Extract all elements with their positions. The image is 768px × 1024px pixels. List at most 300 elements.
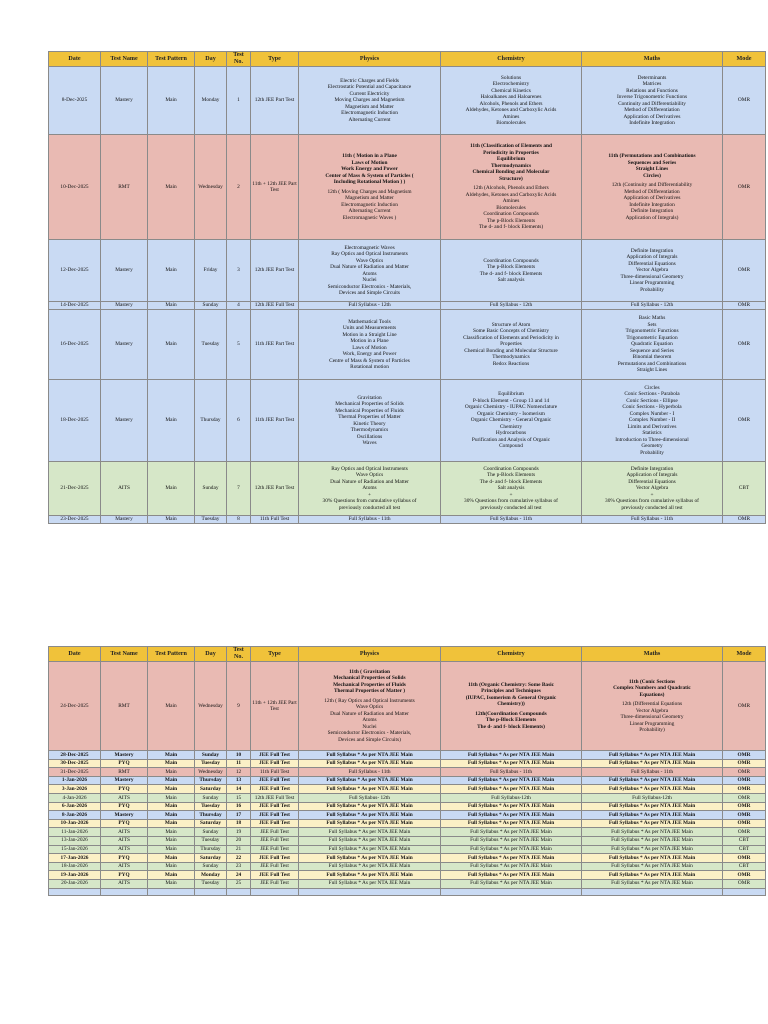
date-cell: 18-Jan-2026 [49,862,101,871]
syllabus-line: Biomolecules [496,120,526,126]
mode-cell: CBT [723,862,766,871]
test-pattern-cell: Main [148,879,195,888]
syllabus-line: Definite Integration [630,247,674,254]
table-row [49,836,766,845]
type-cell: JEE Full Test [251,871,299,880]
syllabus-line: Determinants [637,74,667,81]
test-name-cell: Mastery [101,310,148,380]
test-name-cell: AITS [101,836,148,845]
test-no-cell: 3 [227,240,251,302]
empty-cell [582,888,723,895]
header-day: Day [195,647,227,662]
day-cell: Monday [195,67,227,135]
table-row [49,828,766,837]
syllabus-line: Three-dimensional Geometry [620,714,684,720]
syllabus-line: Redox Reactions [492,360,530,367]
test-no-cell: 4 [227,302,251,310]
syllabus-line: Ray Optics and Optical Instruments [331,251,408,257]
chemistry-syllabus: Full Syllabus * As per NTA JEE Main [441,759,582,768]
physics-syllabus [299,310,441,380]
day-cell: Wednesday [195,662,227,751]
test-no-cell: 16 [227,802,251,811]
maths-syllabus: Full Syllabus * As per NTA JEE Main [582,845,723,854]
syllabus-line: Continuity and Differentiability [618,100,686,107]
syllabus-line: 11th (Conic Sections [628,678,676,685]
maths-syllabus: Full Syllabus * As per NTA JEE Main [582,879,723,888]
physics-syllabus [299,380,441,462]
syllabus-line: Devices and Simple Circuits [339,290,400,296]
date-cell: 19-Jan-2026 [49,871,101,880]
syllabus-line: Motion in a Straight Line [342,331,397,338]
syllabus-line: Dual Nature of Radiation and Matter [330,710,409,717]
physics-syllabus: Full Syllabus * As per NTA JEE Main [299,759,441,768]
syllabus-line: Wave Optics [355,257,384,264]
syllabus-line: Probability) [639,727,665,733]
chemistry-syllabus: Full Syllabus * As per NTA JEE Main [441,828,582,837]
syllabus-line: Amines [502,198,520,205]
day-cell: Monday [195,871,227,880]
syllabus-line: 30% Questions from cumulative syllabus of [464,498,558,505]
syllabus-line: 11th (Classification of Elements and [470,143,552,150]
date-cell: 24-Dec-2025 [49,662,101,751]
physics-syllabus: Full Syllabus - 11th [299,768,441,777]
physics-syllabus: Full Syllabus * As per NTA JEE Main [299,836,441,845]
syllabus-line: Circles) [643,172,661,179]
test-no-cell: 12 [227,768,251,777]
syllabus-line: Full Syllabus - 12th [489,302,533,309]
test-pattern-cell: Main [148,793,195,802]
mode-cell: OMR [723,302,766,310]
test-pattern-cell: Main [148,462,195,516]
type-cell: JEE Full Test [251,879,299,888]
date-cell: 8-Jan-2026 [49,811,101,820]
header-mode: Mode [723,647,766,662]
test-pattern-cell: Main [148,380,195,462]
type-cell: JEE Full Test [251,759,299,768]
syllabus-line: Vector Algebra [635,707,669,714]
syllabus-line: Probability [640,449,664,456]
chemistry-syllabus [441,302,582,310]
syllabus-line: Laws of Motion [352,344,387,351]
chemistry-syllabus [441,516,582,524]
test-name-cell: Mastery [101,516,148,524]
empty-row [49,888,766,895]
test-no-cell: 21 [227,845,251,854]
day-cell: Saturday [195,785,227,794]
syllabus-line: Thermodynamics [350,427,389,433]
chemistry-syllabus [441,380,582,462]
maths-syllabus: Full Syllabus * As per NTA JEE Main [582,776,723,785]
syllabus-line: Atoms [362,717,377,724]
day-cell: Wednesday [195,135,227,240]
syllabus-line: Complex Number - II [628,417,676,424]
syllabus-line: Probability [640,286,664,293]
physics-syllabus: Full Syllabus * As per NTA JEE Main [299,845,441,854]
syllabus-line: Ray Optics and Optical Instruments [331,465,408,472]
test-name-cell: PYQ [101,759,148,768]
physics-syllabus [299,240,441,302]
test-no-cell: 14 [227,785,251,794]
syllabus-line: Equations) [639,691,665,698]
syllabus-line: Application of Integrals [626,254,678,261]
day-cell: Tuesday [195,836,227,845]
mode-cell: OMR [723,785,766,794]
syllabus-line: P-block Element - Group 13 and 14 [472,397,550,404]
physics-syllabus: Full Syllabus * As per NTA JEE Main [299,819,441,828]
syllabus-line: Full Syllabus - 12th [348,302,391,309]
syllabus-line: Dual Nature of Radiation and Matter [330,478,409,485]
syllabus-line: Trigonometric Functions [625,328,679,335]
syllabus-line: Magnetism and Matter [345,103,394,110]
test-no-cell: 19 [227,828,251,837]
table-row [49,380,766,462]
syllabus-line: Linear Programming [629,720,675,727]
test-pattern-cell: Main [148,67,195,135]
type-cell: 11th Full Test [251,516,299,524]
date-cell: 13-Jan-2026 [49,836,101,845]
empty-cell [299,888,441,895]
table-row [49,871,766,880]
physics-syllabus: Full Syllabus * As per NTA JEE Main [299,862,441,871]
syllabus-line: Devices and Simple Circuits) [338,736,401,743]
table-header-row [49,52,766,67]
table-row [49,310,766,380]
physics-syllabus: Full Syllabus * As per NTA JEE Main [299,828,441,837]
syllabus-line: Moving Charges and Magnetism [334,97,405,104]
empty-cell [101,888,148,895]
type-cell: 11th + 12th JEE Part Test [251,662,299,751]
syllabus-line: Relations and Functions [626,87,678,94]
day-cell: Tuesday [195,516,227,524]
syllabus-line: Full Syllabus - 12th [630,302,674,309]
syllabus-line: (IUPAC, Isomerism & General Organic [465,694,557,701]
header-maths: Maths [582,52,723,67]
mode-cell: OMR [723,768,766,777]
syllabus-line: The p-Block Elements [486,217,536,224]
header-maths: Maths [582,647,723,662]
chemistry-syllabus: Full Syllabus * As per NTA JEE Main [441,819,582,828]
mode-cell: OMR [723,828,766,837]
type-cell: JEE Full Test [251,862,299,871]
syllabus-line: Organic Chemistry - IUPAC Nomenclature [464,404,558,411]
syllabus-line: 12th (Continuity and Differentiability [611,182,693,188]
syllabus-line: Nuclei [362,277,377,283]
chemistry-syllabus [441,310,582,380]
table-row [49,462,766,516]
test-pattern-cell: Main [148,854,195,863]
syllabus-line: Geometry [641,443,663,450]
syllabus-line: Mechanical Properties of Fluids [335,407,404,414]
type-cell: 11th JEE Part Test [251,310,299,380]
test-no-cell: 2 [227,135,251,240]
test-name-cell: Mastery [101,240,148,302]
syllabus-line: Mechanical Properties of Fluids [333,681,406,688]
empty-cell [723,888,766,895]
test-no-cell: 11 [227,759,251,768]
table-row [49,751,766,760]
syllabus-line: Sets [647,321,657,328]
syllabus-line: Classification of Elements and Periodicity in [463,334,559,341]
chemistry-syllabus [441,662,582,751]
date-cell: 17-Jan-2026 [49,854,101,863]
syllabus-line: previously conducted all test [480,504,542,511]
syllabus-line: Application of Integrals [626,472,678,479]
syllabus-line: Conic Sections - Hyperbola [622,404,682,411]
date-cell: 10-Dec-2025 [49,135,101,240]
table-row [49,516,766,524]
syllabus-line: Vector Algebra [635,485,669,492]
syllabus-line: 11th ( Gravitation [349,668,390,675]
syllabus-line: Full Syllabus - 11th [630,516,674,523]
chemistry-syllabus: Full Syllabus - 11th [441,768,582,777]
mode-cell: OMR [723,802,766,811]
test-name-cell: AITS [101,828,148,837]
chemistry-syllabus [441,240,582,302]
test-name-cell: Mastery [101,811,148,820]
test-no-cell: 15 [227,793,251,802]
syllabus-line: Including Rotational Motion ) ) [333,179,406,185]
mode-cell: OMR [723,793,766,802]
type-cell: JEE Full Test [251,819,299,828]
syllabus-line: Application of Derivatives [623,195,681,201]
syllabus-line: Aldehydes, Ketones and Carboxylic Acids [465,191,557,198]
test-no-cell: 10 [227,751,251,760]
empty-cell [49,888,101,895]
table-row [49,302,766,310]
maths-syllabus [582,462,723,516]
physics-syllabus: Full Syllabus * As per NTA JEE Main [299,854,441,863]
test-pattern-cell: Main [148,516,195,524]
test-pattern-cell: Main [148,828,195,837]
syllabus-line: Basic Maths [638,315,666,322]
maths-syllabus: Full Syllabus * As per NTA JEE Main [582,819,723,828]
syllabus-line: Permutations and Combinations [617,360,687,367]
syllabus-line: Chemical Bonding and Molecular [472,169,550,176]
mode-cell: OMR [723,879,766,888]
mode-cell: OMR [723,240,766,302]
test-pattern-cell: Main [148,785,195,794]
syllabus-line: Straight Lines [636,367,668,374]
day-cell: Tuesday [195,759,227,768]
day-cell: Friday [195,240,227,302]
date-cell: 16-Dec-2025 [49,310,101,380]
header-test-pattern: Test Pattern [148,52,195,67]
syllabus-line: Periodicity in Properties [483,149,539,156]
test-no-cell: 1 [227,67,251,135]
table-row [49,662,766,751]
day-cell: Sunday [195,751,227,760]
physics-syllabus: Full Syllabus- 12th [299,793,441,802]
maths-syllabus [582,310,723,380]
syllabus-line: Thermal Properties of Matter ) [333,688,406,695]
header-test-pattern: Test Pattern [148,647,195,662]
maths-syllabus [582,240,723,302]
type-cell: JEE Full Test [251,845,299,854]
syllabus-line: Rotational motion [350,364,389,370]
test-name-cell: RMT [101,662,148,751]
header-physics: Physics [299,647,441,662]
mode-cell: OMR [723,871,766,880]
date-cell: 21-Dec-2025 [49,462,101,516]
syllabus-line: Properties [500,341,522,348]
syllabus-line: Electromagnetic Waves [344,244,395,251]
day-cell: Sunday [195,462,227,516]
chemistry-syllabus: Full Syllabus-12th [441,793,582,802]
syllabus-line: Sequences and Series [627,159,677,166]
maths-syllabus: Full Syllabus - 11th [582,768,723,777]
syllabus-line: + [509,491,513,498]
test-name-cell: PYQ [101,785,148,794]
syllabus-line: Linear Programming [629,280,675,287]
date-cell: 23-Dec-2025 [49,516,101,524]
test-name-cell: AITS [101,879,148,888]
syllabus-line: Salt analysis [497,485,525,492]
syllabus-line: Magnetism and Matter [345,195,394,201]
test-name-cell: AITS [101,845,148,854]
header-physics: Physics [299,52,441,67]
table-row [49,776,766,785]
mode-cell: OMR [723,516,766,524]
table-row [49,135,766,240]
table-row [49,819,766,828]
day-cell: Tuesday [195,310,227,380]
syllabus-line: Wave Optics [355,704,384,711]
type-cell: JEE Full Test [251,785,299,794]
syllabus-line: Biomolecules [496,204,526,211]
date-cell: 18-Dec-2025 [49,380,101,462]
date-cell: 14-Dec-2025 [49,302,101,310]
mode-cell: OMR [723,854,766,863]
type-cell: JEE Full Test [251,802,299,811]
syllabus-line: Introduction to Three-dimensional [615,436,689,443]
syllabus-line: 11th (Permutations and Combinations [608,153,696,159]
syllabus-line: Kinetic Theory [353,420,386,427]
test-name-cell: AITS [101,793,148,802]
date-cell: 4-Jan-2026 [49,793,101,802]
test-no-cell: 18 [227,819,251,828]
physics-syllabus: Full Syllabus * As per NTA JEE Main [299,871,441,880]
date-cell: 11-Jan-2026 [49,828,101,837]
syllabus-line: Chemistry [499,423,523,430]
syllabus-line: Mechanical Properties of Solids [333,675,406,682]
syllabus-line: Electromagnetic Induction [341,201,398,208]
maths-syllabus [582,380,723,462]
mode-cell: OMR [723,380,766,462]
syllabus-line: Atoms [362,485,377,492]
physics-syllabus: Full Syllabus * As per NTA JEE Main [299,802,441,811]
mode-cell: OMR [723,759,766,768]
type-cell: 12th JEE Part Test [251,462,299,516]
syllabus-line: Chemical Bonding and Molecular Structure [464,347,558,354]
maths-syllabus: Full Syllabus * As per NTA JEE Main [582,802,723,811]
syllabus-line: Statistics [642,430,662,437]
syllabus-line: The d- and f- block Elements) [478,224,544,231]
syllabus-line: Full Syllabus - 11th [348,516,391,523]
physics-syllabus [299,67,441,135]
syllabus-line: Aldehydes, Ketones and Carboxylic Acids [465,107,557,113]
syllabus-line: Work, Energy and Power [342,351,397,357]
test-name-cell: Mastery [101,751,148,760]
syllabus-line: Thermodynamics [492,354,530,361]
table-row [49,759,766,768]
syllabus-line: Semiconductor Electronics - Materials, [327,730,412,737]
syllabus-line: Alternating Current [348,208,391,214]
mode-cell: CBT [723,462,766,516]
schedule-table-december [48,51,766,524]
table-row [49,811,766,820]
mode-cell: CBT [723,836,766,845]
syllabus-line: Quadratic Equation [631,341,673,348]
syllabus-line: 11th ( Motion in a Plane [342,153,397,159]
table-row [49,879,766,888]
syllabus-line: 30% Questions from cumulative syllabus of [605,498,699,505]
type-cell: 12th JEE Full Test [251,793,299,802]
mode-cell: OMR [723,811,766,820]
syllabus-line: Mathematical Tools [348,318,391,325]
syllabus-line: Hydrocarbons [495,430,527,437]
syllabus-line: Definite Integration [630,208,674,214]
syllabus-line: Differential Equations [628,478,676,485]
type-cell: JEE Full Test [251,854,299,863]
syllabus-line: Nuclei [362,723,377,730]
syllabus-line: Haloalkanes and Haloarenes [480,94,542,100]
test-pattern-cell: Main [148,862,195,871]
maths-syllabus: Full Syllabus * As per NTA JEE Main [582,871,723,880]
test-no-cell: 22 [227,854,251,863]
test-pattern-cell: Main [148,871,195,880]
test-pattern-cell: Main [148,240,195,302]
test-pattern-cell: Main [148,836,195,845]
syllabus-line: Trigonometric Equation [626,334,678,341]
table-header-row [49,647,766,662]
syllabus-line: Units and Measurements [342,325,397,331]
maths-syllabus [582,67,723,135]
physics-syllabus [299,462,441,516]
maths-syllabus [582,302,723,310]
physics-syllabus [299,302,441,310]
test-pattern-cell: Main [148,768,195,777]
maths-syllabus: Full Syllabus * As per NTA JEE Main [582,862,723,871]
header-type: Type [251,647,299,662]
syllabus-line: Method of Differentiation [624,188,680,195]
chemistry-syllabus: Full Syllabus * As per NTA JEE Main [441,871,582,880]
syllabus-line: Sequence and Series [630,347,674,354]
syllabus-line: Indefinite Integration [629,201,675,208]
syllabus-line: Three-dimensional Geometry [620,273,684,280]
table-row [49,785,766,794]
syllabus-line: The d- and f- block Elements [479,270,543,277]
day-cell: Thursday [195,776,227,785]
table-row [49,862,766,871]
chemistry-syllabus: Full Syllabus * As per NTA JEE Main [441,776,582,785]
maths-syllabus [582,135,723,240]
syllabus-line: Thermal Properties of Matter [338,414,401,420]
physics-syllabus: Full Syllabus * As per NTA JEE Main [299,785,441,794]
syllabus-line: Chemical Kinetics [491,87,531,94]
syllabus-line: 30% Questions from cumulative syllabus of [322,498,417,505]
physics-syllabus: Full Syllabus * As per NTA JEE Main [299,879,441,888]
syllabus-line: Electrochemistry [492,81,530,87]
date-cell: 6-Jan-2026 [49,802,101,811]
mode-cell: CBT [723,845,766,854]
syllabus-line: Indefinite Integration [629,120,675,126]
day-cell: Sunday [195,828,227,837]
type-cell: JEE Full Test [251,751,299,760]
day-cell: Thursday [195,811,227,820]
syllabus-line: Electromagnetic Waves ) [342,214,397,221]
syllabus-line: Electric Charges and Fields [340,77,399,84]
table-row [49,240,766,302]
